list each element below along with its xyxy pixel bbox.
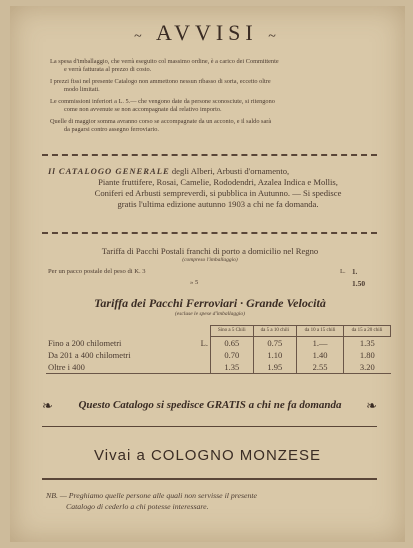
flourish-left-icon: ~ [134, 29, 147, 44]
table-cell: 3.20 [344, 361, 391, 374]
table-cell: 1.95 [253, 361, 296, 374]
table-cell: 1.35 [211, 361, 254, 374]
nb-label: NB. [46, 491, 58, 500]
postal-row-2-label: » 5 [190, 279, 199, 286]
footnote [46, 490, 386, 512]
fleuron-left-icon: ❧ [42, 398, 53, 413]
notice-cont: come non avvenute se non accompagnate dal relativo importo. [64, 106, 222, 113]
row-label: Fino a 200 chilometri [48, 337, 122, 348]
postal-row-1-price: 1. [352, 268, 358, 276]
notice-text: Quelle di maggior somma avranno corso se accompagnate da un acconto, e il saldo sarà [50, 118, 272, 125]
rail-tariff-table [46, 325, 391, 374]
table-cell: 1.— [297, 337, 344, 350]
table-cell: 0.65 [211, 337, 254, 350]
column-header: Sino a 5 Chili [211, 326, 254, 337]
nursery-location: Vivai a COLOGNO MONZESE [94, 447, 321, 464]
catalog-line: gratis l'ultima edizione autunno 1903 a chi ne fa domanda. [117, 199, 319, 209]
notice-cont: modo limitati. [64, 86, 100, 93]
flourish-right-icon: ~ [268, 29, 281, 44]
postal-row-1-label: Per un pacco postale del peso di K. 3 [48, 268, 146, 275]
postal-heading: Tariffa di Pacchi Postali franchi di porto a domicilio nel Regno [101, 246, 319, 256]
nb-text: — Preghiamo quelle persone alle quali non servisse il presente [59, 491, 258, 500]
column-header: da 10 a 15 chili [297, 326, 344, 337]
table-cell: 1.80 [344, 349, 391, 361]
catalog-line: Piante fruttifere, Rosai, Camelie, Rododendri, Azalea Indica e Mollis, [98, 177, 338, 187]
table-cell: 1.35 [344, 337, 391, 350]
notice-text: I prezzi fissi nel presente Catalogo non ammettono nessun ribasso di sorta, eccetto oltre [50, 78, 271, 85]
column-header: da 15 a 20 chili [344, 326, 391, 337]
notice-cont: da pagarsi contro assegno ferroviario. [64, 126, 159, 133]
catalog-page [10, 6, 405, 542]
column-header: da 5 a 10 chili [253, 326, 296, 337]
table-cell: 1.40 [297, 349, 344, 361]
divider [42, 154, 377, 156]
unit-label: L. [200, 337, 208, 348]
divider [42, 426, 377, 427]
table-cell: 0.70 [211, 349, 254, 361]
notice-3 [50, 98, 380, 114]
notice-4 [50, 118, 380, 134]
catalog-lead: Il CATALOGO GENERALE [48, 166, 170, 176]
postal-row-2-price: 1.50 [352, 279, 366, 288]
rail-heading: Tariffa dei Pacchi Ferroviari · Grande Velocità [94, 296, 326, 310]
table-row [46, 361, 391, 374]
row-label: Oltre i 400 [48, 362, 85, 372]
notice-cont: e verrà fatturata al prezzo di costo. [64, 66, 152, 73]
table-row [46, 337, 391, 350]
postal-subheading: (compreso l'imballaggio) [182, 257, 238, 263]
notice-text: Le commissioni inferiori a L. 5.— che vengono date da persone sconosciute, si ritengono [50, 98, 275, 105]
table-cell: 0.75 [253, 337, 296, 350]
catalog-announcement [48, 166, 388, 210]
notice-text: La spesa d'imballaggio, che verrà eseguito col massimo ordine, è a carico dei Committente [50, 58, 279, 65]
gratis-banner [42, 398, 377, 416]
nb-text: Catalogo di cederlo a chi potesse interessare. [66, 502, 209, 511]
postal-row-1-unit: L. [340, 268, 346, 275]
row-label: Da 201 a 400 chilometri [48, 350, 131, 360]
fleuron-right-icon: ❧ [366, 398, 377, 413]
catalog-line: degli Alberi, Arbusti d'ornamento, [169, 166, 290, 176]
title-text: AVVISI [156, 20, 258, 45]
catalog-line: Coniferi ed Arbusti sempreverdi, si pubblica in Autunno. — Si spedisce [94, 188, 342, 198]
notice-2 [50, 78, 380, 94]
notice-1 [50, 58, 380, 74]
gratis-text: Questo Catalogo si spedisce GRATIS a chi ne fa domanda [78, 399, 342, 411]
table-cell: 1.10 [253, 349, 296, 361]
table-cell: 2.55 [297, 361, 344, 374]
table-header-row [46, 326, 391, 337]
table-row [46, 349, 391, 361]
page-title [10, 20, 405, 46]
divider [42, 478, 377, 480]
divider [42, 232, 377, 234]
rail-subheading: (escluse le spese d'imballaggio) [174, 311, 246, 317]
